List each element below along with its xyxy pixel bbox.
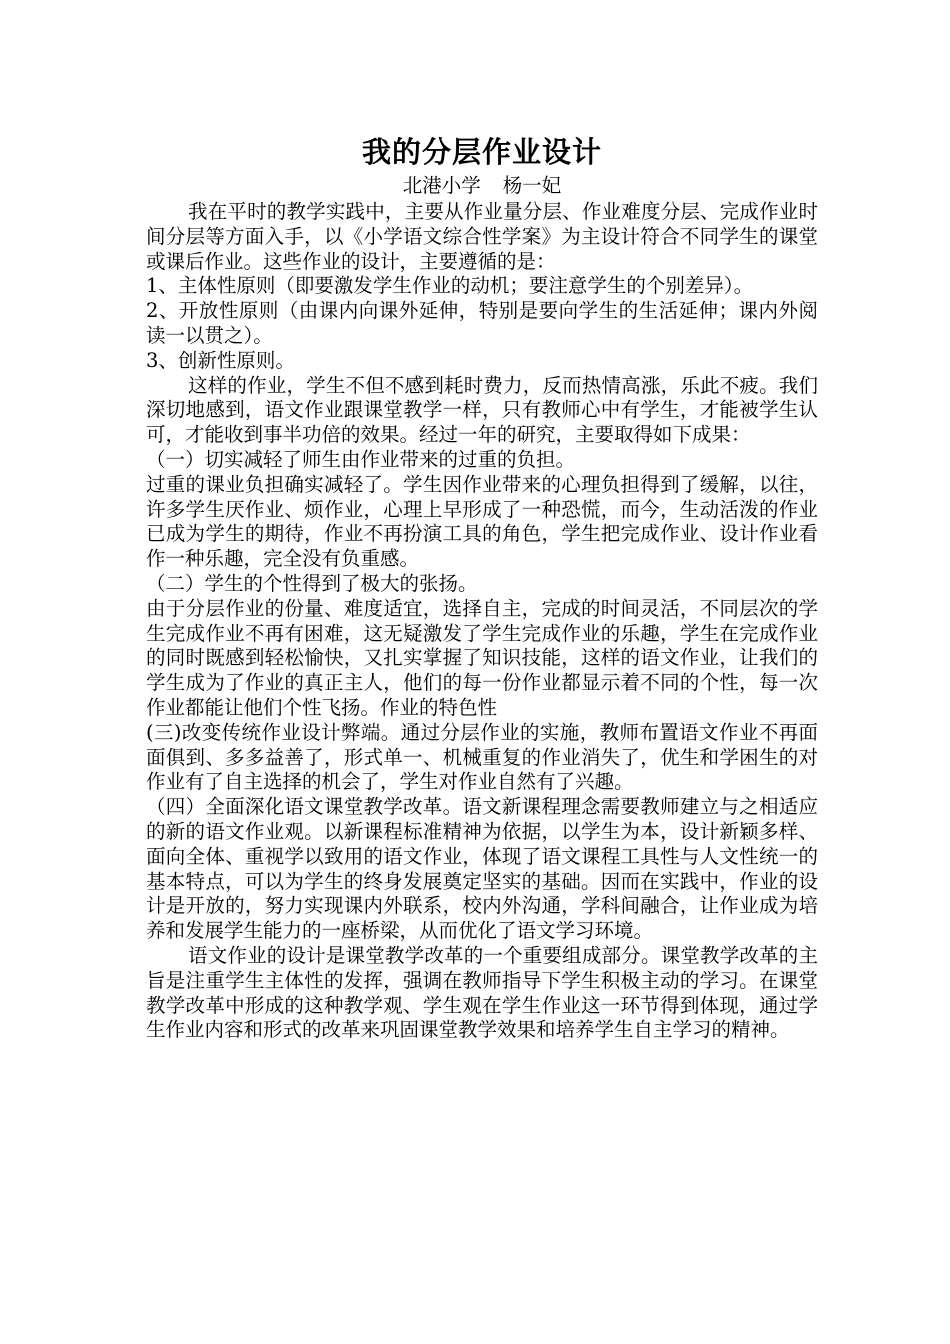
principle-1: 1、主体性原则（即要激发学生作业的动机；要注意学生的个别差异）。: [146, 274, 754, 298]
section-3-paragraph: (三)改变传统作业设计弊端。通过分层作业的实施，教师布置语文作业不再面面俱到、多多益善了，形式单一、机械重复的作业消失了，优生和学困生的对作业有了自主选择的机会了，学生对作业自然有了兴趣。: [146, 720, 818, 794]
intro-paragraph: 我在平时的教学实践中，主要从作业量分层、作业难度分层、完成作业时间分层等方面入手，以《小学语文综合性学案》为主设计符合不同学生的课堂或课后作业。这些作业的设计，主要遵循的是：: [146, 200, 818, 273]
results-intro-paragraph: 这样的作业，学生不但不感到耗时费力，反而热情高涨，乐此不疲。我们深切地感到，语文作业跟课堂教学一样，只有教师心中有学生，才能被学生认可，才能收到事半功倍的效果。经过一年的研究，主要取得如下成果：: [146, 373, 818, 447]
principle-2: 2、开放性原则（由课内向课外延伸，特别是要向学生的生活延伸；课内外阅读一以贯之）。: [146, 299, 818, 347]
section-1-body: 过重的课业负担确实减轻了。学生因作业带来的心理负担得到了缓解，以往，许多学生厌作业、烦作业，心理上早形成了一种恐慌，而今，生动活泼的作业已成为学生的期待，作业不再扮演工具的角色，学生把完成作业、设计作业看作一种乐趣，完全没有负重感。: [146, 472, 818, 571]
document-title: 我的分层作业设计: [361, 135, 602, 169]
section-2-body: 由于分层作业的份量、难度适宜，选择自主，完成的时间灵活，不同层次的学生完成作业不再有困难，这无疑激发了学生完成作业的乐趣，学生在完成作业的同时既感到轻松愉快，又扎实掌握了知识技能，这样的语文作业，让我们的学生成为了作业的真正主人，他们的每一份作业都显示着不同的个性，每一次作业都能让他们个性飞扬。作业的特色性: [146, 596, 818, 719]
section-1-heading: （一）切实减轻了师生由作业带来的过重的负担。: [146, 447, 576, 471]
author-name: 杨一妃: [502, 174, 562, 197]
conclusion-paragraph: 语文作业的设计是课堂教学改革的一个重要组成部分。课堂教学改革的主旨是注重学生主体性的发挥，强调在教师指导下学生积极主动的学习。在课堂教学改革中形成的这种教学观、学生观在学生作业这一环节得到体现，通过学生作业内容和形式的改革来巩固课堂教学效果和培养学生自主学习的精神。: [146, 943, 818, 1042]
principle-3: 3、创新性原则。: [146, 348, 295, 372]
section-2-heading: （二）学生的个性得到了极大的张扬。: [146, 571, 478, 595]
document-page: [146, 132, 818, 1043]
byline: [146, 172, 818, 200]
section-4-paragraph: （四）全面深化语文课堂教学改革。语文新课程理念需要教师建立与之相适应的新的语文作业观。以新课程标准精神为依据，以学生为本，设计新颖多样、面向全体、重视学以致用的语文作业，体现了语文课程工具性与人文性统一的基本特点，可以为学生的终身发展奠定坚实的基础。因而在实践中，作业的设计是开放的，努力实现课内外联系，校内外沟通，学科间融合，让作业成为培养和发展学生能力的一座桥梁，从而优化了语文学习环境。: [146, 795, 818, 943]
school-name: 北港小学: [402, 174, 481, 197]
